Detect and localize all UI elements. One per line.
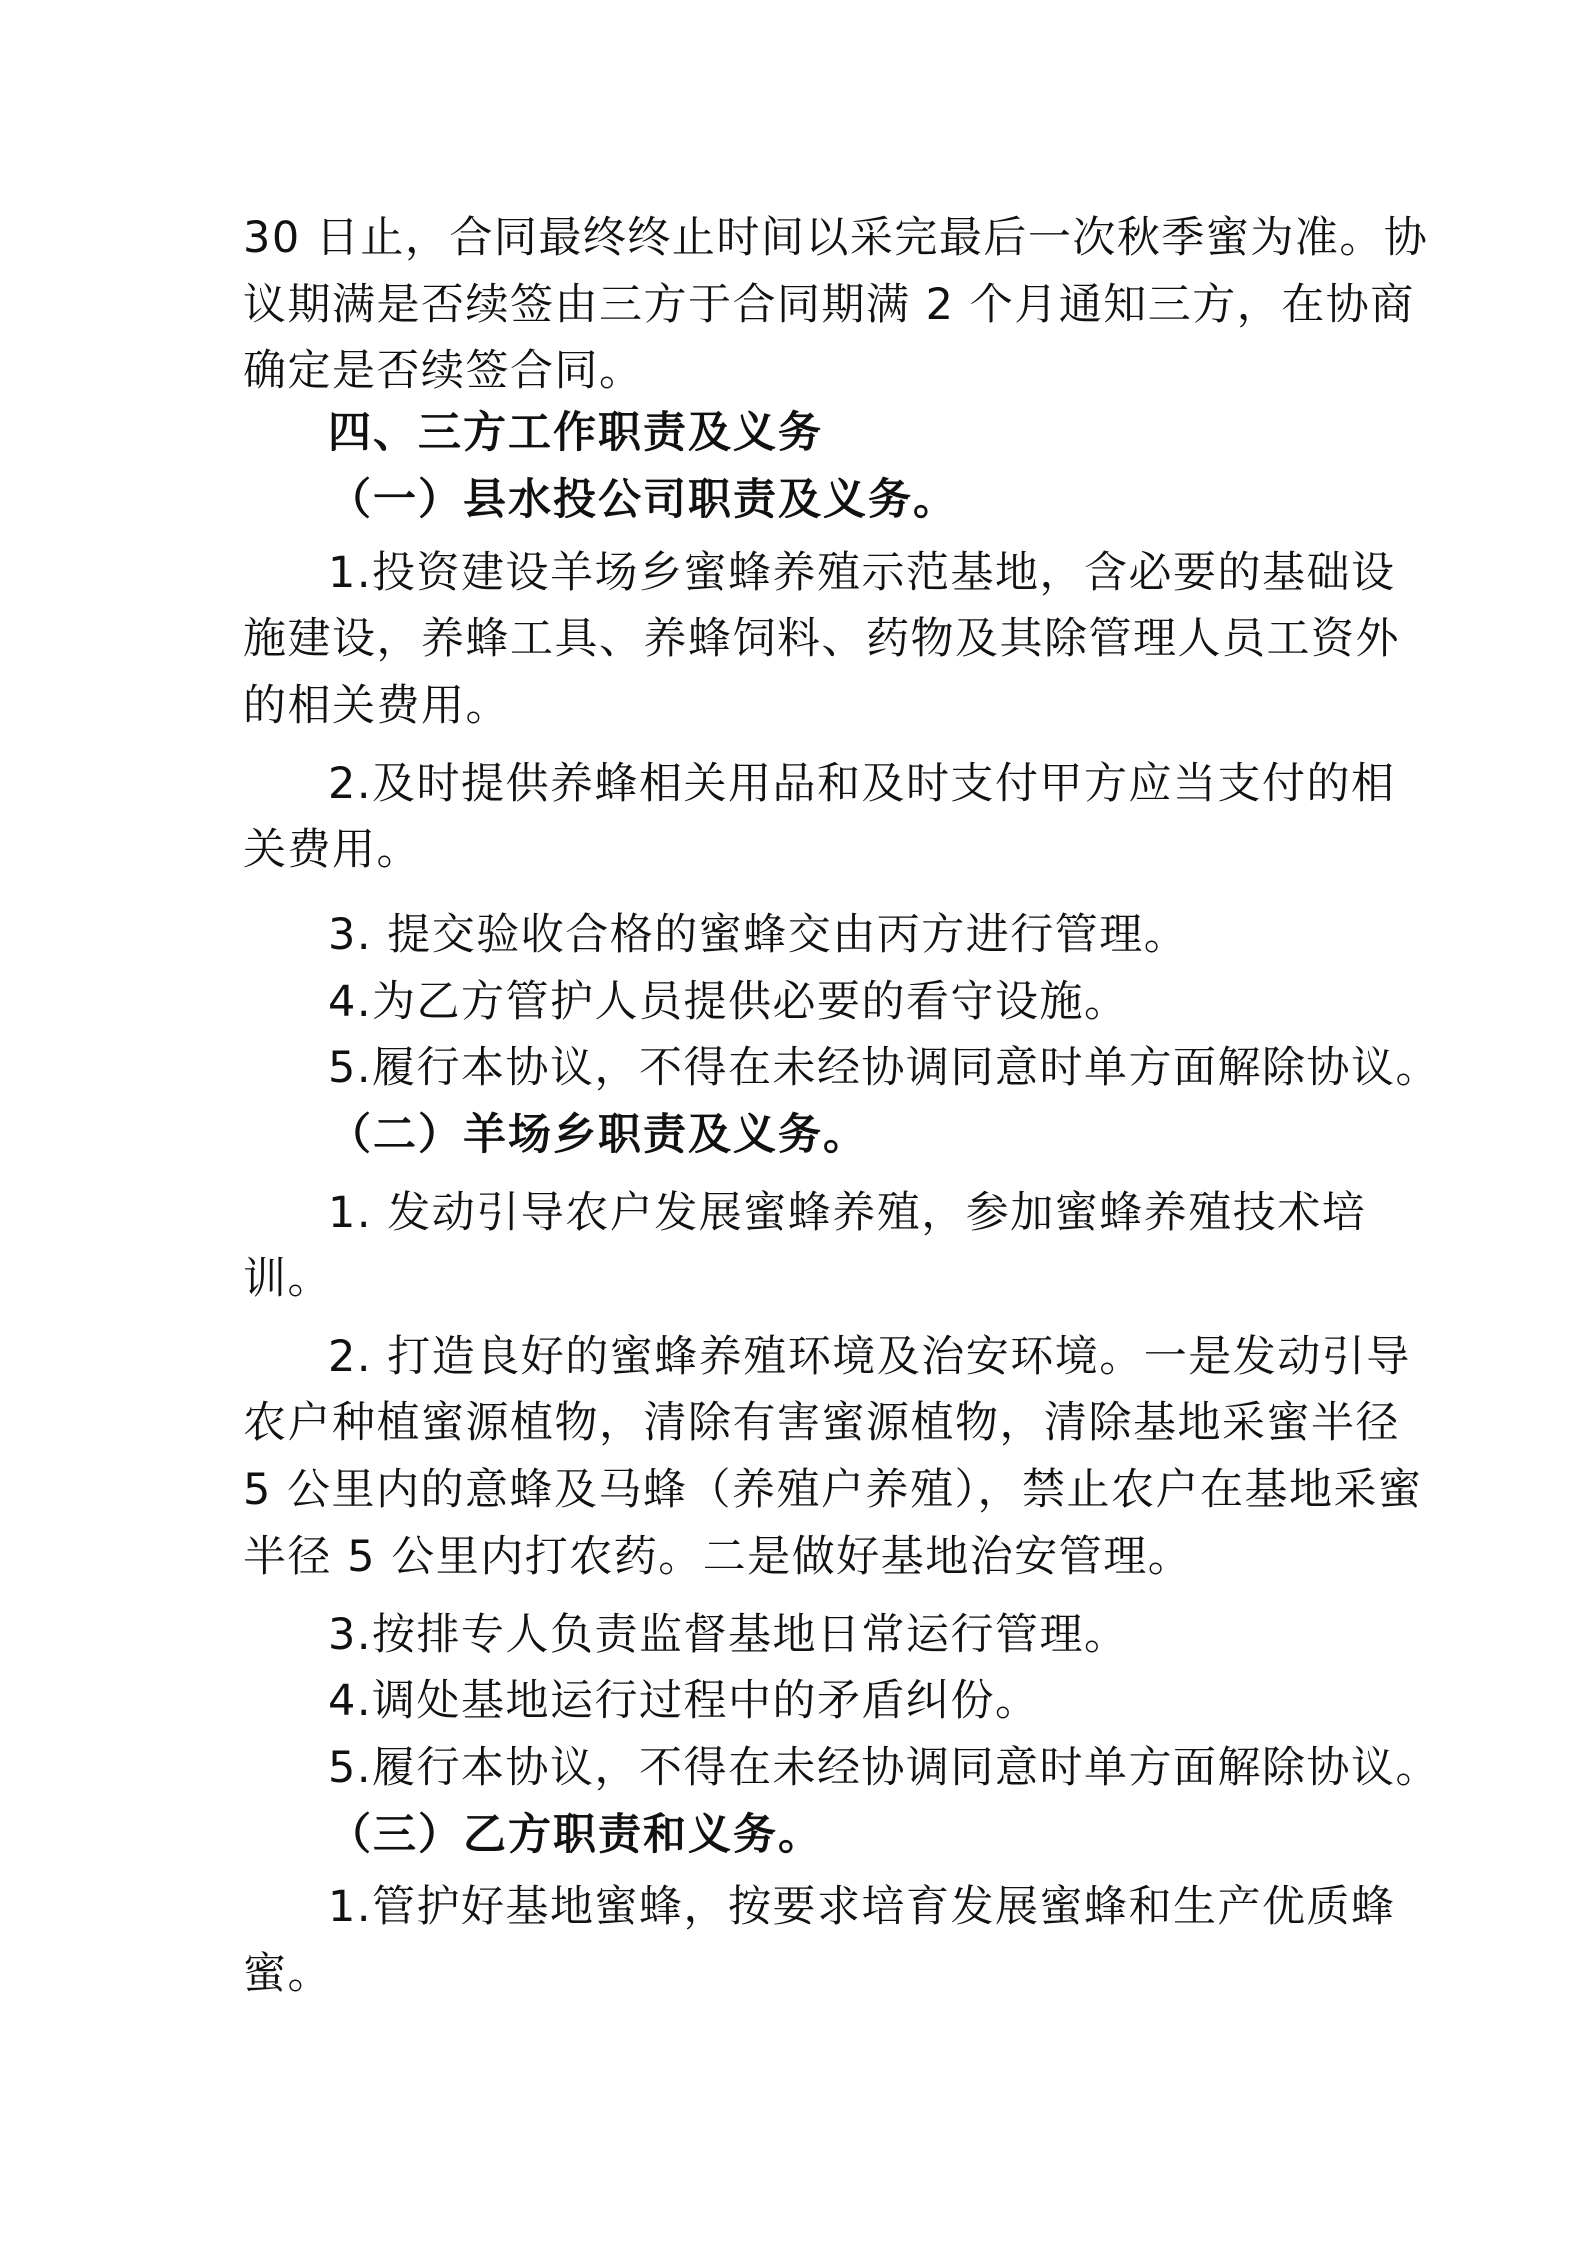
paragraph-line: 蜜。	[243, 1949, 332, 1999]
paragraph-line: 5.履行本协议，不得在未经协调同意时单方面解除协议。	[328, 1043, 1441, 1093]
paragraph-line: 议期满是否续签由三方于合同期满 2 个月通知三方，在协商	[243, 280, 1415, 330]
section-heading: 四、三方工作职责及义务	[328, 408, 823, 458]
paragraph-line: 4.为乙方管护人员提供必要的看守设施。	[328, 977, 1129, 1027]
paragraph-line: 确定是否续签合同。	[243, 346, 644, 396]
paragraph-line: 1.管护好基地蜜蜂，按要求培育发展蜜蜂和生产优质蜂	[328, 1882, 1396, 1932]
paragraph-line: 1. 发动引导农户发展蜜蜂养殖，参加蜜蜂养殖技术培	[328, 1188, 1367, 1238]
paragraph-line: 半径 5 公里内打农药。二是做好基地治安管理。	[243, 1532, 1193, 1582]
paragraph-line: 3.按排专人负责监督基地日常运行管理。	[328, 1610, 1129, 1660]
paragraph-line: 训。	[243, 1254, 332, 1304]
paragraph-line: 关费用。	[243, 825, 421, 875]
paragraph-line: 农户种植蜜源植物，清除有害蜜源植物，清除基地采蜜半径	[243, 1398, 1400, 1448]
paragraph-line: 3. 提交验收合格的蜜蜂交由丙方进行管理。	[328, 910, 1189, 960]
paragraph-line: 5.履行本协议，不得在未经协调同意时单方面解除协议。	[328, 1743, 1441, 1793]
paragraph-line: 2.及时提供养蜂相关用品和及时支付甲方应当支付的相	[328, 759, 1396, 809]
subsection-heading: （一）县水投公司职责及义务。	[328, 475, 958, 525]
paragraph-line: 1.投资建设羊场乡蜜蜂养殖示范基地，含必要的基础设	[328, 548, 1396, 598]
paragraph-line: 4.调处基地运行过程中的矛盾纠份。	[328, 1676, 1040, 1726]
subsection-heading: （二）羊场乡职责及义务。	[328, 1110, 868, 1160]
subsection-heading: （三）乙方职责和义务。	[328, 1810, 823, 1860]
paragraph-line: 30 日止，合同最终终止时间以采完最后一次秋季蜜为准。协	[243, 213, 1429, 263]
paragraph-line: 5 公里内的意蜂及马蜂（养殖户养殖），禁止农户在基地采蜜	[243, 1465, 1423, 1515]
paragraph-line: 的相关费用。	[243, 681, 510, 731]
paragraph-line: 施建设，养蜂工具、养蜂饲料、药物及其除管理人员工资外	[243, 614, 1400, 664]
paragraph-line: 2. 打造良好的蜜蜂养殖环境及治安环境。一是发动引导	[328, 1332, 1411, 1382]
